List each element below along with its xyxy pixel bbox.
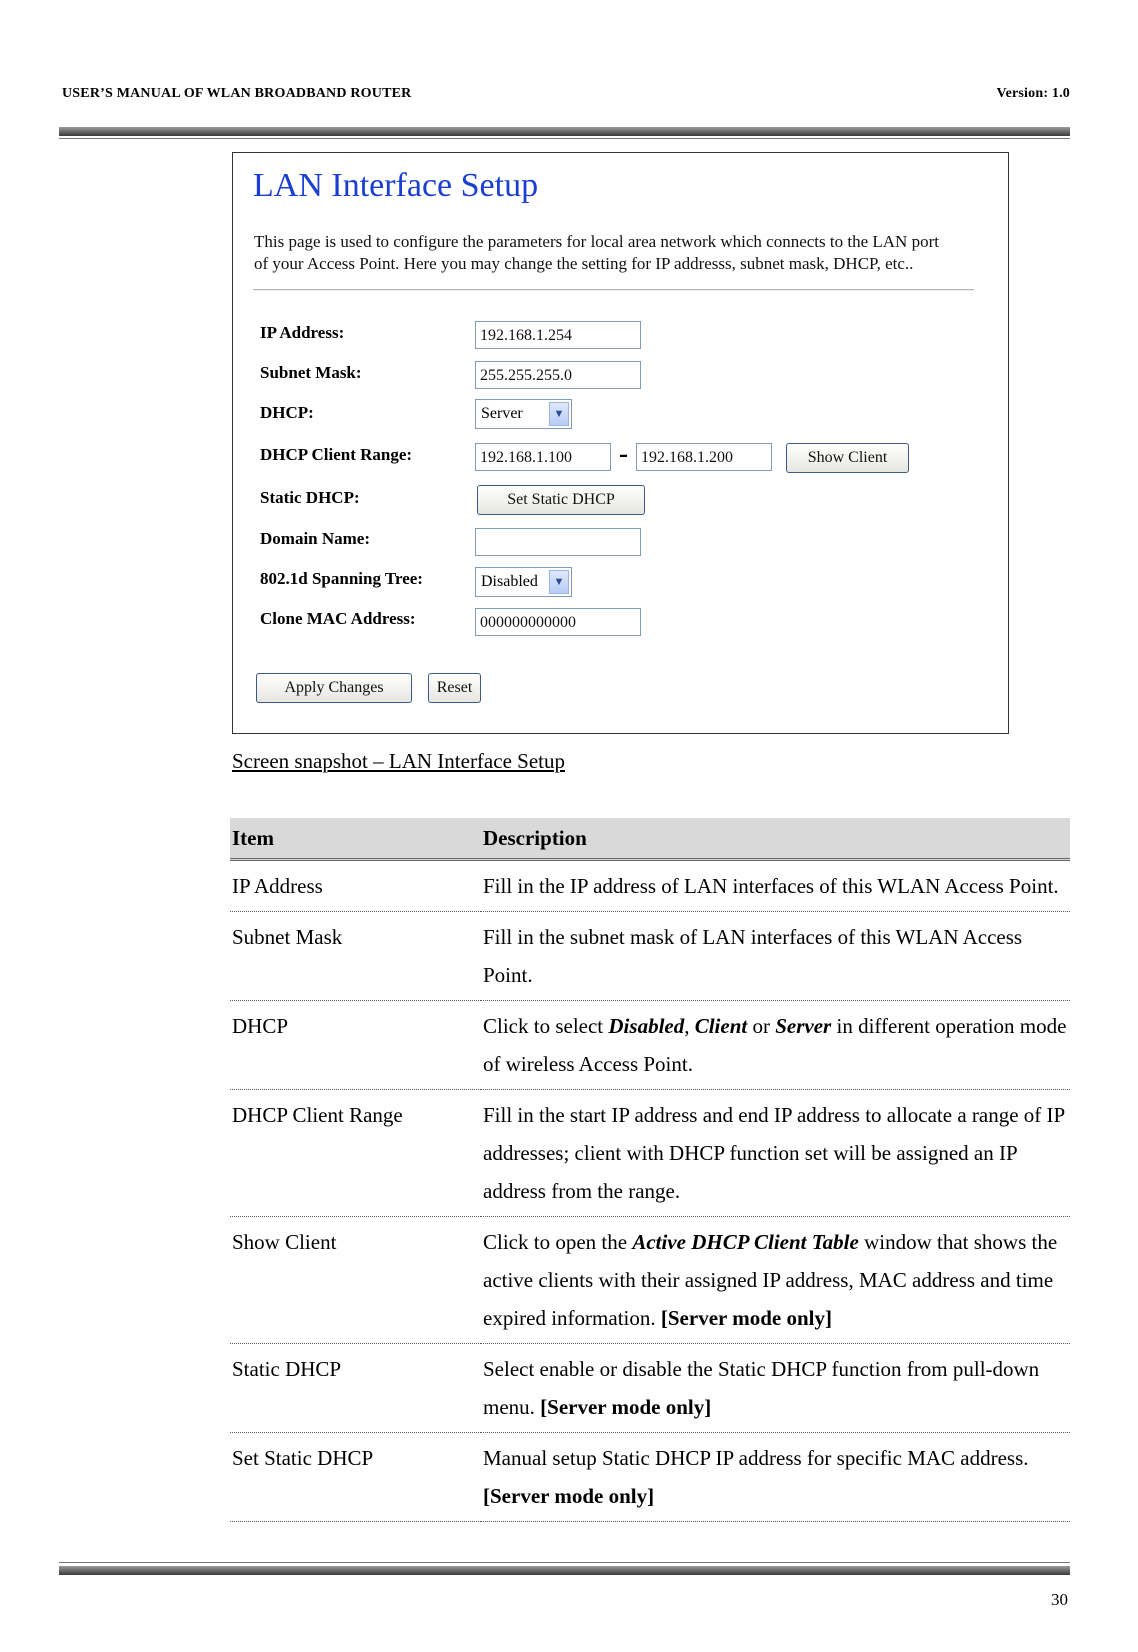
clone-mac-input[interactable]: 000000000000 xyxy=(475,608,641,636)
range-separator: – xyxy=(619,445,628,466)
subnet-mask-input[interactable]: 255.255.255.0 xyxy=(475,361,641,389)
item-cell: DHCP Client Range xyxy=(230,1090,481,1217)
header-rule xyxy=(59,127,1070,136)
item-cell: Subnet Mask xyxy=(230,912,481,1001)
option-client: Client xyxy=(694,1014,748,1038)
mode-tag: [Server mode only] xyxy=(483,1484,655,1508)
desc-text: window that shows the active clients with their assigned IP address, MAC address and time expired information. xyxy=(483,1230,1058,1330)
dhcp-select-value: Server xyxy=(481,405,523,422)
item-cell: DHCP xyxy=(230,1001,481,1090)
dhcp-client-range-label: DHCP Client Range: xyxy=(260,445,413,464)
description-cell xyxy=(481,1433,1070,1522)
table-row xyxy=(230,1433,1070,1522)
domain-name-label: Domain Name: xyxy=(260,529,371,548)
table-row xyxy=(230,1090,1070,1217)
subnet-mask-label: Subnet Mask: xyxy=(260,363,362,382)
chevron-down-icon[interactable]: ▼ xyxy=(549,570,569,594)
mode-tag: [Server mode only] xyxy=(540,1395,712,1419)
range-end-input[interactable]: 192.168.1.200 xyxy=(636,443,772,471)
description-cell xyxy=(481,1217,1070,1344)
description-cell xyxy=(481,1344,1070,1433)
lan-setup-screenshot xyxy=(232,152,1009,734)
column-header-description: Description xyxy=(481,818,1070,860)
domain-name-input[interactable] xyxy=(475,528,641,556)
dhcp-label: DHCP: xyxy=(260,403,314,422)
desc-text: Select enable or disable the Static DHCP function from pull-down menu. xyxy=(483,1357,1040,1419)
table-row xyxy=(230,912,1070,1001)
page-number: 30 xyxy=(1051,1590,1068,1609)
item-cell: Set Static DHCP xyxy=(230,1433,481,1522)
description-cell: Fill in the subnet mask of LAN interfaces of this WLAN Access Point. xyxy=(481,912,1070,1001)
ip-address-input[interactable]: 192.168.1.254 xyxy=(475,321,641,349)
table-row xyxy=(230,1001,1070,1090)
desc-text: , xyxy=(684,1014,695,1038)
desc-text: in different operation mode of wireless Access Point. xyxy=(483,1014,1067,1076)
table-row xyxy=(230,1344,1070,1433)
table-row xyxy=(230,1217,1070,1344)
description-table xyxy=(230,818,1070,1522)
screenshot-title: LAN Interface Setup xyxy=(253,167,539,204)
option-disabled: Disabled xyxy=(608,1014,685,1038)
footer-rule xyxy=(59,1566,1070,1575)
description-cell: Fill in the IP address of LAN interfaces of this WLAN Access Point. xyxy=(481,860,1070,912)
desc-text: Click to open the xyxy=(483,1230,633,1254)
range-start-input[interactable]: 192.168.1.100 xyxy=(475,443,611,471)
table-row xyxy=(230,860,1070,912)
desc-text: Click to select xyxy=(483,1014,609,1038)
spanning-tree-select-value: Disabled xyxy=(481,573,538,590)
chevron-down-icon[interactable]: ▼ xyxy=(549,402,569,426)
static-dhcp-label: Static DHCP: xyxy=(260,488,360,507)
dhcp-select[interactable] xyxy=(475,399,572,429)
description-cell xyxy=(481,1001,1070,1090)
window-name: Active DHCP Client Table xyxy=(632,1230,859,1254)
apply-changes-button[interactable]: Apply Changes xyxy=(256,673,412,703)
ip-address-label: IP Address: xyxy=(260,323,345,342)
spanning-tree-select[interactable] xyxy=(475,567,572,597)
reset-button[interactable]: Reset xyxy=(428,673,481,703)
show-client-button[interactable]: Show Client xyxy=(786,443,909,473)
description-cell: Fill in the start IP address and end IP address to allocate a range of IP addresses; client with DHCP function set will be assigned an IP address from the range. xyxy=(481,1090,1070,1217)
item-cell: Static DHCP xyxy=(230,1344,481,1433)
clone-mac-label: Clone MAC Address: xyxy=(260,609,416,628)
item-cell: IP Address xyxy=(230,860,481,912)
item-cell: Show Client xyxy=(230,1217,481,1344)
screenshot-description: This page is used to configure the parameters for local area network which connects to the LAN port of your Access Point. Here you may change the setting for IP addresss, subnet mask, DHCP, etc.. xyxy=(254,232,939,273)
desc-text: or xyxy=(747,1014,776,1038)
header-version: Version: 1.0 xyxy=(996,86,1070,101)
column-header-item: Item xyxy=(230,818,481,860)
option-server: Server xyxy=(775,1014,832,1038)
spanning-tree-label: 802.1d Spanning Tree: xyxy=(260,569,423,588)
mode-tag: [Server mode only] xyxy=(660,1306,832,1330)
screenshot-divider xyxy=(253,289,974,291)
desc-text: Manual setup Static DHCP IP address for specific MAC address. xyxy=(483,1446,1029,1470)
figure-caption: Screen snapshot – LAN Interface Setup xyxy=(232,749,565,773)
header-title: USER’S MANUAL OF WLAN BROADBAND ROUTER xyxy=(62,86,412,101)
set-static-dhcp-button[interactable]: Set Static DHCP xyxy=(477,485,645,515)
